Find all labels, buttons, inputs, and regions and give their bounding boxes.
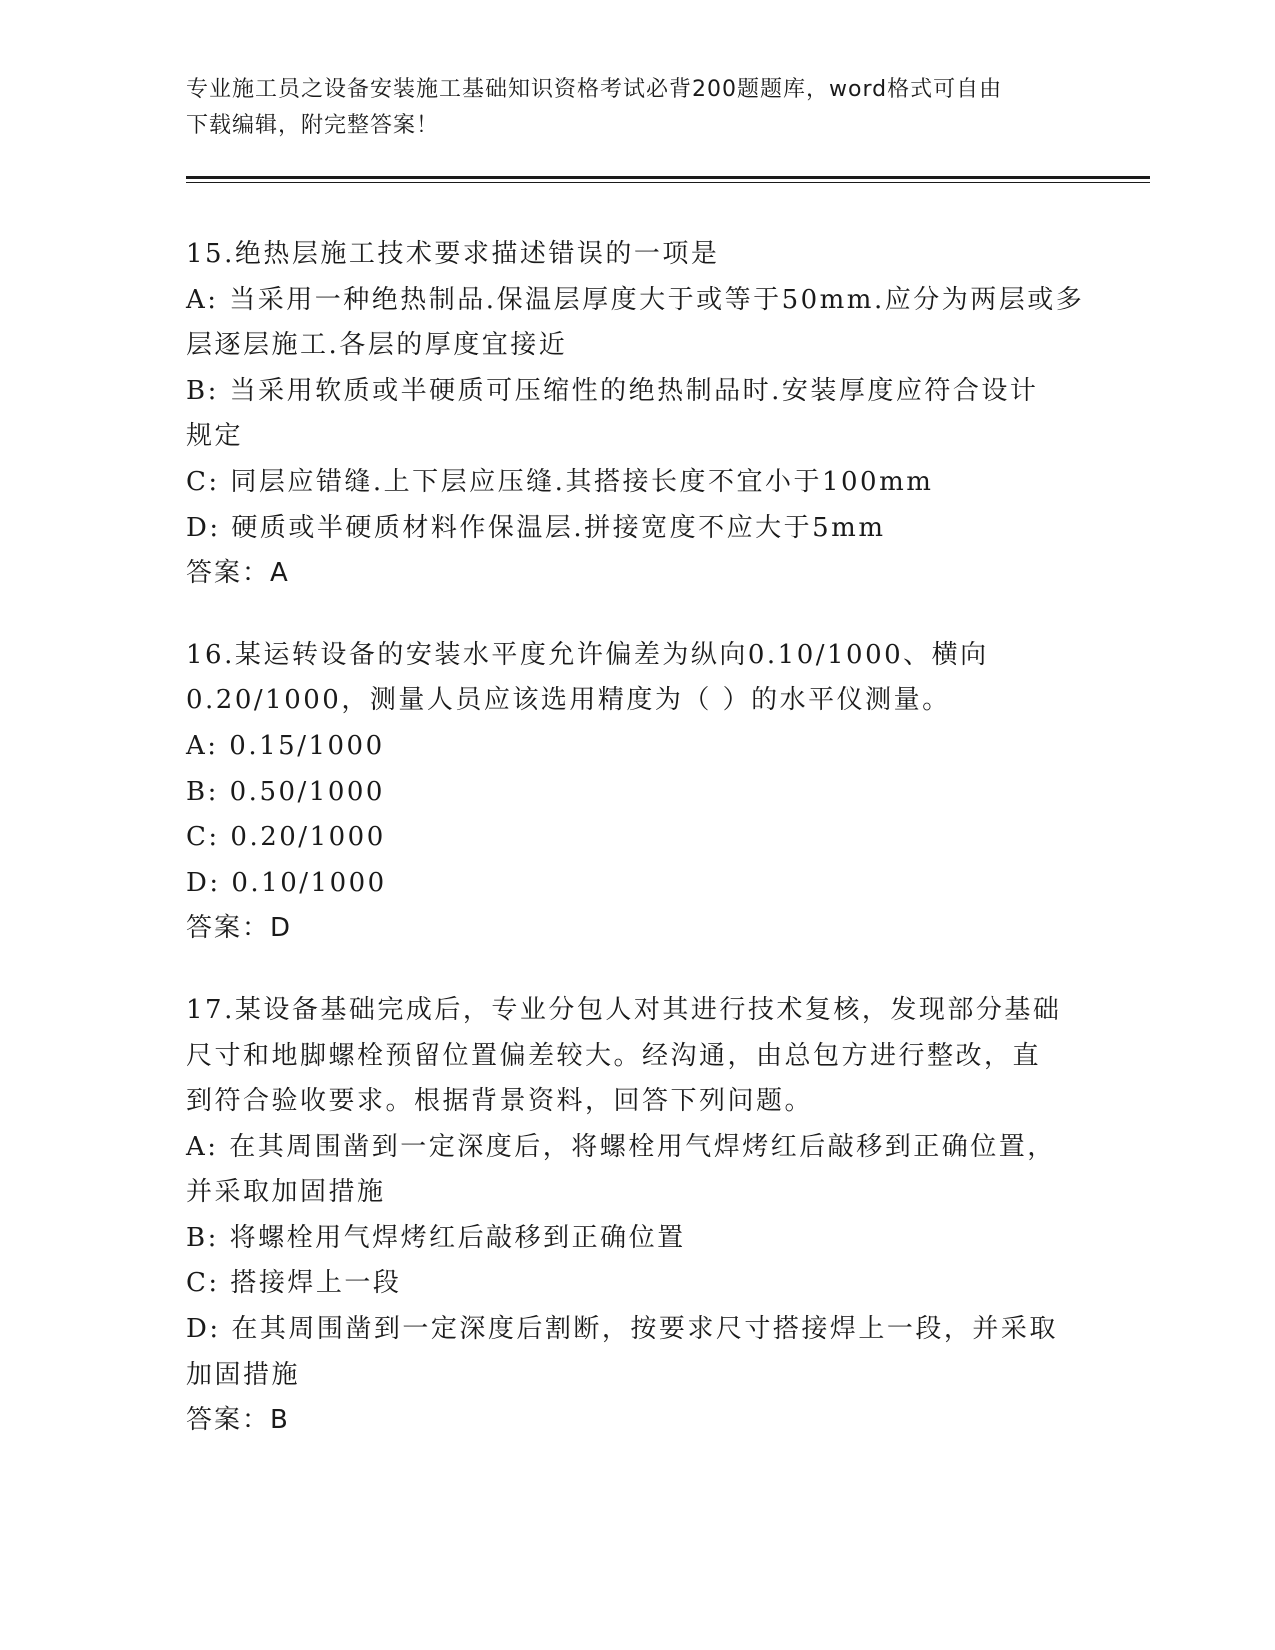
answer-label: 答案：A — [186, 558, 290, 589]
question-17 — [186, 988, 1086, 1444]
question-stem-continued: 0.20/1000，测量人员应该选用精度为（ ）的水平仪测量。 — [186, 685, 951, 716]
option-d: D: 在其周围凿到一定深度后割断，按要求尺寸搭接焊上一段，并采取 — [186, 1314, 1058, 1345]
option-b: B: 将螺栓用气焊烤红后敲移到正确位置 — [186, 1222, 686, 1253]
question-15 — [186, 232, 1086, 597]
option-a-continued: 层逐层施工.各层的厚度宜接近 — [186, 330, 568, 361]
option-c: C: 搭接焊上一段 — [186, 1268, 402, 1299]
question-stem: 15.绝热层施工技术要求描述错误的一项是 — [186, 239, 720, 269]
option-c: C: 0.20/1000 — [186, 822, 386, 853]
question-stem: 17.某设备基础完成后，专业分包人对其进行技术复核，发现部分基础 — [186, 994, 1062, 1025]
option-d-continued: 加固措施 — [186, 1359, 301, 1390]
option-a: A: 0.15/1000 — [186, 730, 385, 761]
header-divider — [186, 176, 1150, 179]
option-b: B: 0.50/1000 — [186, 776, 385, 807]
question-stem-continued: 尺寸和地脚螺栓预留位置偏差较大。经沟通，由总包方进行整改，直 — [186, 1040, 1042, 1071]
option-d: D: 硬质或半硬质材料作保温层.拼接宽度不应大于5mm — [186, 512, 886, 543]
question-stem-continued: 到符合验收要求。根据背景资料，回答下列问题。 — [186, 1086, 814, 1117]
option-a: A: 在其周围凿到一定深度后，将螺栓用气焊烤红后敲移到正确位置， — [186, 1131, 1056, 1162]
option-d: D: 0.10/1000 — [186, 867, 387, 898]
header-line-2: 下载编辑，附完整答案！ — [186, 113, 440, 138]
answer-label: 答案：D — [186, 913, 293, 944]
header-divider-thin — [186, 182, 1150, 183]
answer-label: 答案：B — [186, 1405, 290, 1436]
question-list — [186, 232, 1086, 1480]
option-c: C: 同层应错缝.上下层应压缝.其搭接长度不宜小于100mm — [186, 466, 934, 497]
option-b: B: 当采用软质或半硬质可压缩性的绝热制品时.安装厚度应符合设计 — [186, 375, 1039, 406]
option-a: A: 当采用一种绝热制品.保温层厚度大于或等于50mm.应分为两层或多 — [186, 284, 1085, 315]
header-line-1: 专业施工员之设备安装施工基础知识资格考试必背200题题库，word格式可自由 — [186, 77, 1003, 102]
question-stem: 16.某运转设备的安装水平度允许偏差为纵向0.10/1000、横向 — [186, 639, 989, 670]
option-a-continued: 并采取加固措施 — [186, 1177, 386, 1208]
option-b-continued: 规定 — [186, 421, 244, 452]
document-header — [186, 72, 1066, 144]
question-16 — [186, 633, 1086, 952]
